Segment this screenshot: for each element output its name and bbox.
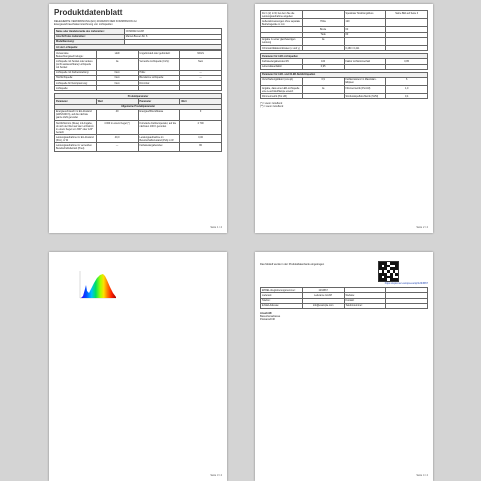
p2a-cell [386,19,428,27]
page-number: Seite 2 / 4 [416,226,428,229]
p2-table-ext [260,72,428,100]
param-cell: 2 700 [180,121,222,135]
type-cell: Lichtquelle: [55,86,97,91]
param-row [55,143,222,151]
eprel-row [261,303,428,308]
params-table [54,93,222,151]
param-sub: Allgemeine Produktparameter [55,104,222,109]
document-page-4 [255,252,433,481]
model-label: Modellkennung: [55,39,125,44]
type-cell: Verwendete Beleuchtungstechnologie: [55,51,97,59]
type-cell: Blendarme Lichtquelle: [138,75,180,80]
param-cell: Leistungsaufnahme im Ein-Zustand (Pon), in W [55,135,97,143]
p2a-row [261,37,428,45]
footnote-2: (**) = wenn zutreffend [260,105,284,109]
p2c-cell: Stroboskopeffekt-Metrik (SVM) [344,94,386,99]
eprel-table [260,287,428,309]
p2b-cell: 100 [302,59,344,64]
page-number: Seite 1 / 4 [210,226,222,229]
p2b-cell [344,64,386,69]
eprel-link[interactable]: https://eprel.ec.europa.eu/qr/1234567 [384,282,428,285]
type-table [54,50,222,91]
p2c-cell: 6 [386,77,428,85]
footnote-1: (*) = wenn zutreffend [260,102,283,106]
param-cell: — [96,143,138,151]
p2a-cell: 60 [344,27,386,32]
type-cell: Ja [96,59,138,70]
eprel-cell: Telefon: [261,298,303,303]
p2a-cell: Ja [302,37,344,45]
param-cell: Leistungsaufnahme im Bereitschaftszustand (Psb) in W [138,135,180,143]
p2a-cell: 60 [344,32,386,37]
p2b-cell: Farbwiedergabeindex R9 [261,59,303,64]
p2b-row [261,64,428,69]
type-row [55,51,222,59]
p2c-cell: Angabe, dass eine LED-Lichtquelle eine Leuchtstofflampe ersetzt [261,86,303,94]
p2a-row [261,45,428,50]
p2a-cell: Für 1 (2) in W, bei dem Sie die Leistungsaufnahme angeben [261,11,303,19]
spectrum-curve [81,274,116,298]
p2c-cell: 0,4 [386,94,428,99]
p2a-cell [386,45,428,50]
p2a-cell [386,37,428,45]
param-cell: 40,0 [96,135,138,143]
page-number: Seite 3 / 4 [210,474,222,477]
type-cell: Vernetzte Lichtquelle (CLS): [138,59,180,70]
intro-line-2: Energieverbrauchskennzeichnung von Lichtquellen [54,23,113,27]
param-cell: Farbwiedergabeindex [138,143,180,151]
param-row [55,135,222,143]
extra-label: Anschrift: [260,311,273,315]
document-page-3 [49,252,227,481]
param-header-1: Parameter [55,99,97,104]
qr-code-icon[interactable] [378,261,399,282]
param-row [55,121,222,135]
p2a-cell: Breite [302,27,344,32]
p2a-cell: Siehe Bild auf Seite 3 [386,11,428,19]
type-row [55,86,222,91]
param-cell: 0,00 [180,135,222,143]
param-header-3: Parameter [138,99,180,104]
p2b-cell: 0,95 [302,64,344,69]
p2c-cell: Ja [302,86,344,94]
eprel-cell: E-Mail-Adresse: [261,303,303,308]
type-cell: Lichtquelle mit Farbeinstellung: [55,70,97,75]
eprel-cell: Website: [344,293,386,298]
type-cell: Hochlichtquelle: [55,75,97,80]
p2c-cell: Farbkonsistenz in MacAdam-Ellipsen [344,77,386,85]
page-number: Seite 4 / 4 [416,474,428,477]
eprel-cell: 1234567 [302,288,344,293]
spectrum-chart [77,269,117,302]
param-cell: 80 [180,143,222,151]
param-row [55,109,222,120]
supplier-value: OOSRAM GmbH [124,29,221,34]
type-cell: Lichtquelle für Netzspannung: [55,80,97,85]
p2a-cell: Spektraler Strahlungsfluss [344,11,386,19]
p2a-cell: 120 [344,19,386,27]
eprel-cell [386,303,428,308]
p2a-cell: Tiefe [302,32,344,37]
p2a-cell: Chromatizitätskoordinaten (x und y) [261,45,303,50]
type-cell: — [180,70,222,75]
p2a-cell: 0,460 / 0,411 [344,45,386,50]
p2c-cell: 0,9 [302,77,344,85]
document-page-1 [49,4,227,233]
eprel-cell: EPREL-Registrierungsnummer: [261,288,303,293]
param-cell: Nutzlichtstrom (Φuse) mit Angabe, ob sich der Wert auf den Lichtstrom in einem Kegel von 360° oder 120° bezieht [55,121,97,135]
type-cell: Lichtquelle mit Sockel oder andere (nicht austauschbare) Lichtquelle mit Sockel: [55,59,97,70]
p2a-cell: Höhe [302,19,344,27]
section-type: Art der Lichtquelle: [55,44,222,49]
p2c-row [261,77,428,85]
p2c-cell [302,94,344,99]
param-cell: 4 000 in einem Kegel (°) [96,121,138,135]
eprel-cell: Lieferant: [261,293,303,298]
p2c-row [261,86,428,94]
p2b-cell: Lebensdauerfaktor [261,64,303,69]
type-cell: NDLS [180,51,222,59]
address-value: Marcel-Breuer-Str. 6 [124,34,221,39]
type-cell: LED [96,51,138,59]
type-cell: Dimmbar: [138,80,180,85]
qr-module [395,278,398,281]
supplier-label: Name oder Handelsmarke des Lieferanten: [55,29,125,34]
type-cell: — [180,75,222,80]
p2c-cell: Flimmermetrik (Pst LM) [344,86,386,94]
page-title: Produktdatenblatt [54,8,123,17]
param-cell: Energieeffizienzklasse [138,109,180,120]
p2b-cell: Faktor Lichtstromerhalt [344,59,386,64]
intro-line-1: DELEGIERTE VERORDNUNG (EU) 2019/2015 DER KOMMISSION zur [54,20,137,23]
type-cell: Nein [96,70,138,75]
document-page-2 [255,4,433,233]
eprel-cell: Telefonnummer: [344,303,386,308]
param-cell: Korrelierte Farbtemperatur, auf die nächsten 100 K gerundet [138,121,180,135]
p2a-row [261,19,428,27]
type-row [55,59,222,70]
param-cell: Energieverbrauch im Ein-Zustand (kWh/1000 h), auf die nächste ganze Zahl gerundet [55,109,97,120]
type-cell: Ungebündelt oder gebündelt: [138,51,180,59]
section-led: Parameter für LED-Lichtquellen [261,54,428,59]
p2b-cell [386,64,428,69]
type-cell: Nein [96,80,138,85]
param-cell: F [180,109,222,120]
type-cell [180,86,222,91]
p2-table-led [260,53,428,70]
p2-table-a [260,10,428,51]
extra-line-2: Postanschrift [260,318,275,322]
extra-line-1: Besucheradresse [260,315,281,319]
p2c-cell: Flimmermetrik (Pst LM) [261,94,303,99]
param-cell: Leistungsaufnahme im vernetzten Bereitschaftsbetrieb (Pnet) [55,143,97,151]
p2a-cell [344,37,386,45]
eprel-cell: Kontakt: [344,298,386,303]
supplier-table [54,28,222,50]
type-cell [138,86,180,91]
type-cell: Hülle: [138,70,180,75]
type-cell [96,86,138,91]
eprel-intro: Das Modell wurde in der Produktdatenbank eingetragen [260,263,325,266]
address-label: Anschrift des Lieferanten: [55,34,125,39]
eprel-cell: Ledvance GmbH [302,293,344,298]
p2b-cell: 0,95 [386,59,428,64]
param-cell: 40 [96,109,138,120]
type-cell: Nein [96,75,138,80]
p2c-row [261,94,428,99]
p2c-cell: 1,0 [386,86,428,94]
p2a-cell [302,45,344,50]
section-ext: Parameter für LED- und OLED-Netzlichtquellen [261,72,428,77]
param-header-4: Wert [180,99,222,104]
p2a-row [261,11,428,19]
p2a-cell: Angabe zu einer gleichwertigen Leistung [261,37,303,45]
section-params: Produktparameter [55,94,222,99]
param-header-2: Wert [96,99,138,104]
eprel-cell: info@example.com [302,303,344,308]
p2c-cell: Verschiebungsfaktor (cos φ1) [261,77,303,85]
p2a-cell [302,11,344,19]
type-cell: Nein [180,59,222,70]
p2a-cell: Außenabmessungen ohne separate Betriebsgeräte in mm [261,19,303,27]
spectrum-svg [77,269,117,302]
